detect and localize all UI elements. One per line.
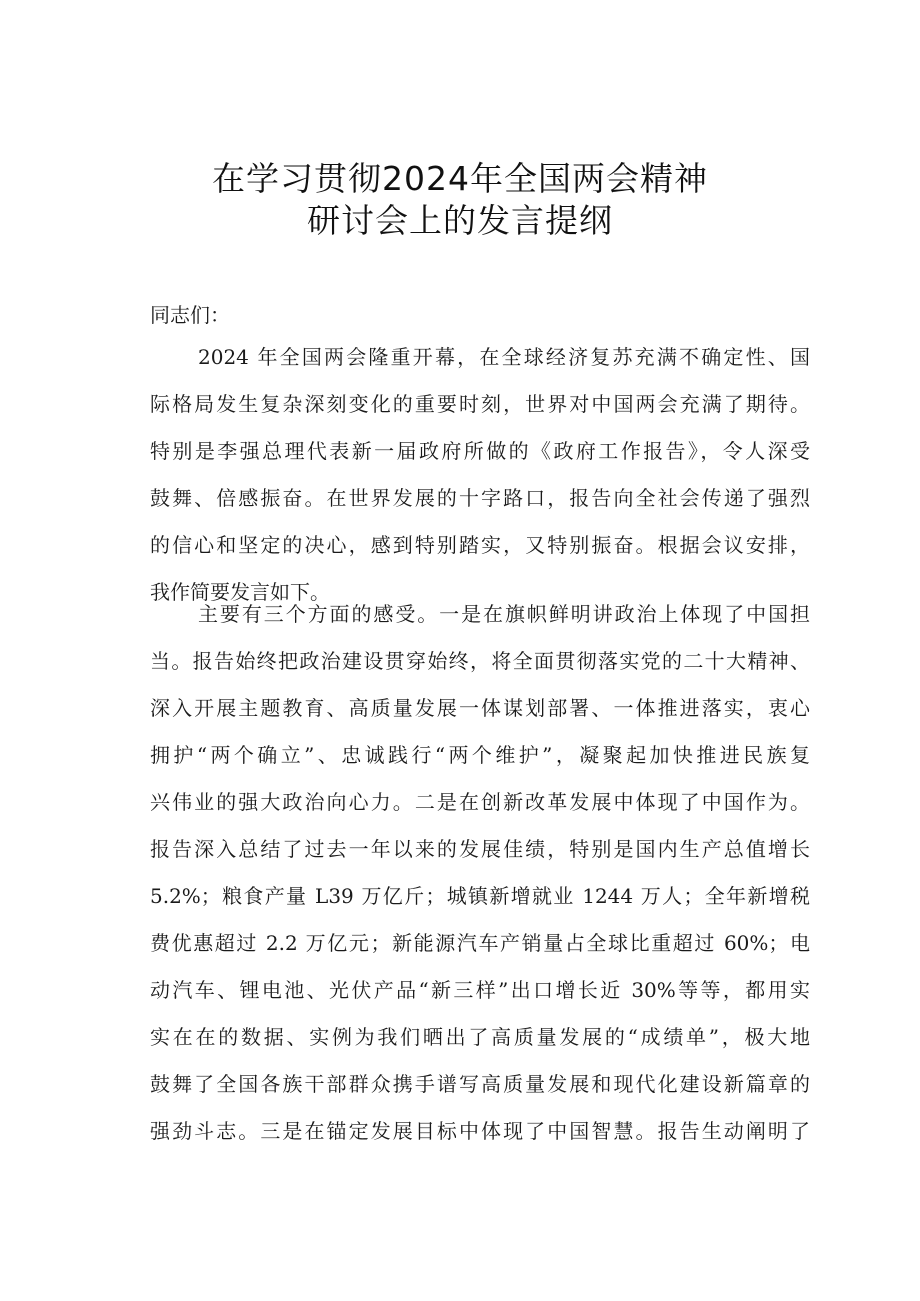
salutation: 同志们： bbox=[150, 303, 230, 327]
paragraph-2 bbox=[150, 591, 810, 1155]
document-title-line-1: 在学习贯彻2024年全国两会精神 bbox=[212, 159, 708, 198]
paragraph-2-line: 鼓舞了全国各族干部群众携手谱写高质量发展和现代化建设新篇章的 bbox=[150, 1072, 810, 1096]
document-title-line-2: 研讨会上的发言提纲 bbox=[307, 201, 613, 240]
paragraph-1 bbox=[150, 334, 810, 616]
paragraph-1-line: 际格局发生复杂深刻变化的重要时刻，世界对中国两会充满了期待。 bbox=[150, 392, 810, 416]
paragraph-1-line: 2024 年全国两会隆重开幕，在全球经济复苏充满不确定性、国 bbox=[198, 345, 810, 369]
paragraph-2-line: 主要有三个方面的感受。一是在旗帜鲜明讲政治上体现了中国担 bbox=[198, 602, 810, 626]
paragraph-1-line: 的信心和坚定的决心，感到特别踏实，又特别振奋。根据会议安排， bbox=[150, 533, 810, 557]
paragraph-2-line: 强劲斗志。三是在锚定发展目标中体现了中国智慧。报告生动阐明了 bbox=[150, 1119, 810, 1143]
paragraph-2-line: 拥护“两个确立”、忠诚践行“两个维护”，凝聚起加快推进民族复 bbox=[150, 743, 810, 767]
paragraph-1-line: 我作简要发言如下。 bbox=[150, 580, 330, 604]
paragraph-1-line: 鼓舞、倍感振奋。在世界发展的十字路口，报告向全社会传递了强烈 bbox=[150, 486, 810, 510]
paragraph-2-line: 当。报告始终把政治建设贯穿始终，将全面贯彻落实党的二十大精神、 bbox=[150, 649, 810, 673]
paragraph-2-line: 报告深入总结了过去一年以来的发展佳绩，特别是国内生产总值增长 bbox=[150, 837, 810, 861]
paragraph-2-line: 动汽车、锂电池、光伏产品“新三样”出口增长近 30%等等，都用实 bbox=[150, 978, 810, 1002]
paragraph-2-line: 深入开展主题教育、高质量发展一体谋划部署、一体推进落实，衷心 bbox=[150, 696, 810, 720]
paragraph-2-line: 费优惠超过 2.2 万亿元；新能源汽车产销量占全球比重超过 60%；电 bbox=[150, 931, 810, 955]
paragraph-2-line: 实在在的数据、实例为我们晒出了高质量发展的“成绩单”，极大地 bbox=[150, 1025, 810, 1049]
paragraph-2-line: 5.2%；粮食产量 L39 万亿斤；城镇新增就业 1244 万人；全年新增税 bbox=[150, 884, 810, 908]
paragraph-1-line: 特别是李强总理代表新一届政府所做的《政府工作报告》，令人深受 bbox=[150, 439, 810, 463]
paragraph-2-line: 兴伟业的强大政治向心力。二是在创新改革发展中体现了中国作为。 bbox=[150, 790, 810, 814]
